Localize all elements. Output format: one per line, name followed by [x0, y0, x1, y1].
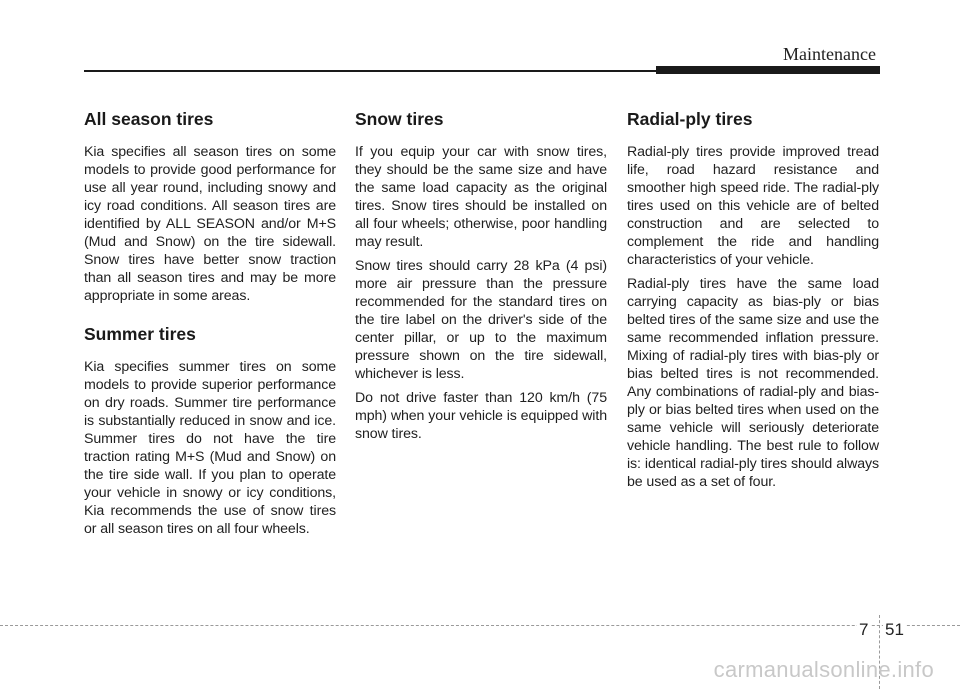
paragraph-all-season-tires: Kia specifies all season tires on some models to provide good performance for use all year round, including snowy and icy road conditions. All season tires are identified by ALL SEASON and/or M+S (Mud and Snow) on the tire sidewall. Snow tires have better snow traction than all season tires and may be more appropriate in some areas.	[84, 144, 336, 304]
column-right	[627, 108, 879, 497]
heading-summer-tires: Summer tires	[84, 324, 196, 344]
paragraph-radial-ply-tires-1: Radial-ply tires provide improved tread life, road hazard resistance and smoother high speed ride. The radial-ply tires used on this vehicle are of belted construction and are selected to complement the ride and handling characteristics of your vehicle.	[627, 144, 879, 268]
column-left	[84, 108, 336, 544]
section-header-title: Maintenance	[783, 44, 876, 64]
column-middle	[355, 108, 607, 449]
heading-radial-ply-tires: Radial-ply tires	[627, 109, 753, 129]
paragraph-snow-tires-2: Snow tires should carry 28 kPa (4 psi) more air pressure than the pressure recommended for the standard tires on the tire label on the driver's side of the center pillar, or up to the maximum pressure shown on the tire sidewall, whichever is less.	[355, 258, 607, 382]
header-rule-thin	[84, 70, 662, 72]
heading-snow-tires: Snow tires	[355, 109, 444, 129]
header-rule-thick	[656, 66, 880, 74]
paragraph-summer-tires: Kia specifies summer tires on some models to provide superior performance on dry roads. Summer tire performance is substantially reduced in snow and ice. Summer tires do not have the tire traction rating M+S (Mud and Snow) on the tire side wall. If you plan to operate your vehicle in snowy or icy conditions, Kia recommends the use of snow tires or all season tires on all four wheels.	[84, 359, 336, 537]
paragraph-radial-ply-tires-2: Radial-ply tires have the same load carrying capacity as bias-ply or bias belted tires of the same size and use the same recommended inflation pressure. Mixing of radial-ply tires with bias-ply or bias belted tires is not recommended. Any combinations of radial-ply and bias-ply or bias belted tires when used on the same vehicle will seriously deteriorate vehicle handling. The best rule to follow is: identical radial-ply tires should always be used as a set of four.	[627, 276, 879, 490]
paragraph-snow-tires-3: Do not drive faster than 120 km/h (75 mph) when your vehicle is equipped with snow tires.	[355, 390, 607, 442]
heading-all-season-tires: All season tires	[84, 109, 214, 129]
chapter-number: 7	[859, 620, 869, 639]
footer-dashed-rule	[0, 625, 960, 626]
paragraph-snow-tires-1: If you equip your car with snow tires, they should be the same size and have the same load capacity as the original tires. Snow tires should be installed on all four wheels; otherwise, poor handling may result.	[355, 144, 607, 250]
watermark-text: carmanualsonline.info	[713, 657, 934, 682]
page-number: 51	[885, 620, 904, 639]
